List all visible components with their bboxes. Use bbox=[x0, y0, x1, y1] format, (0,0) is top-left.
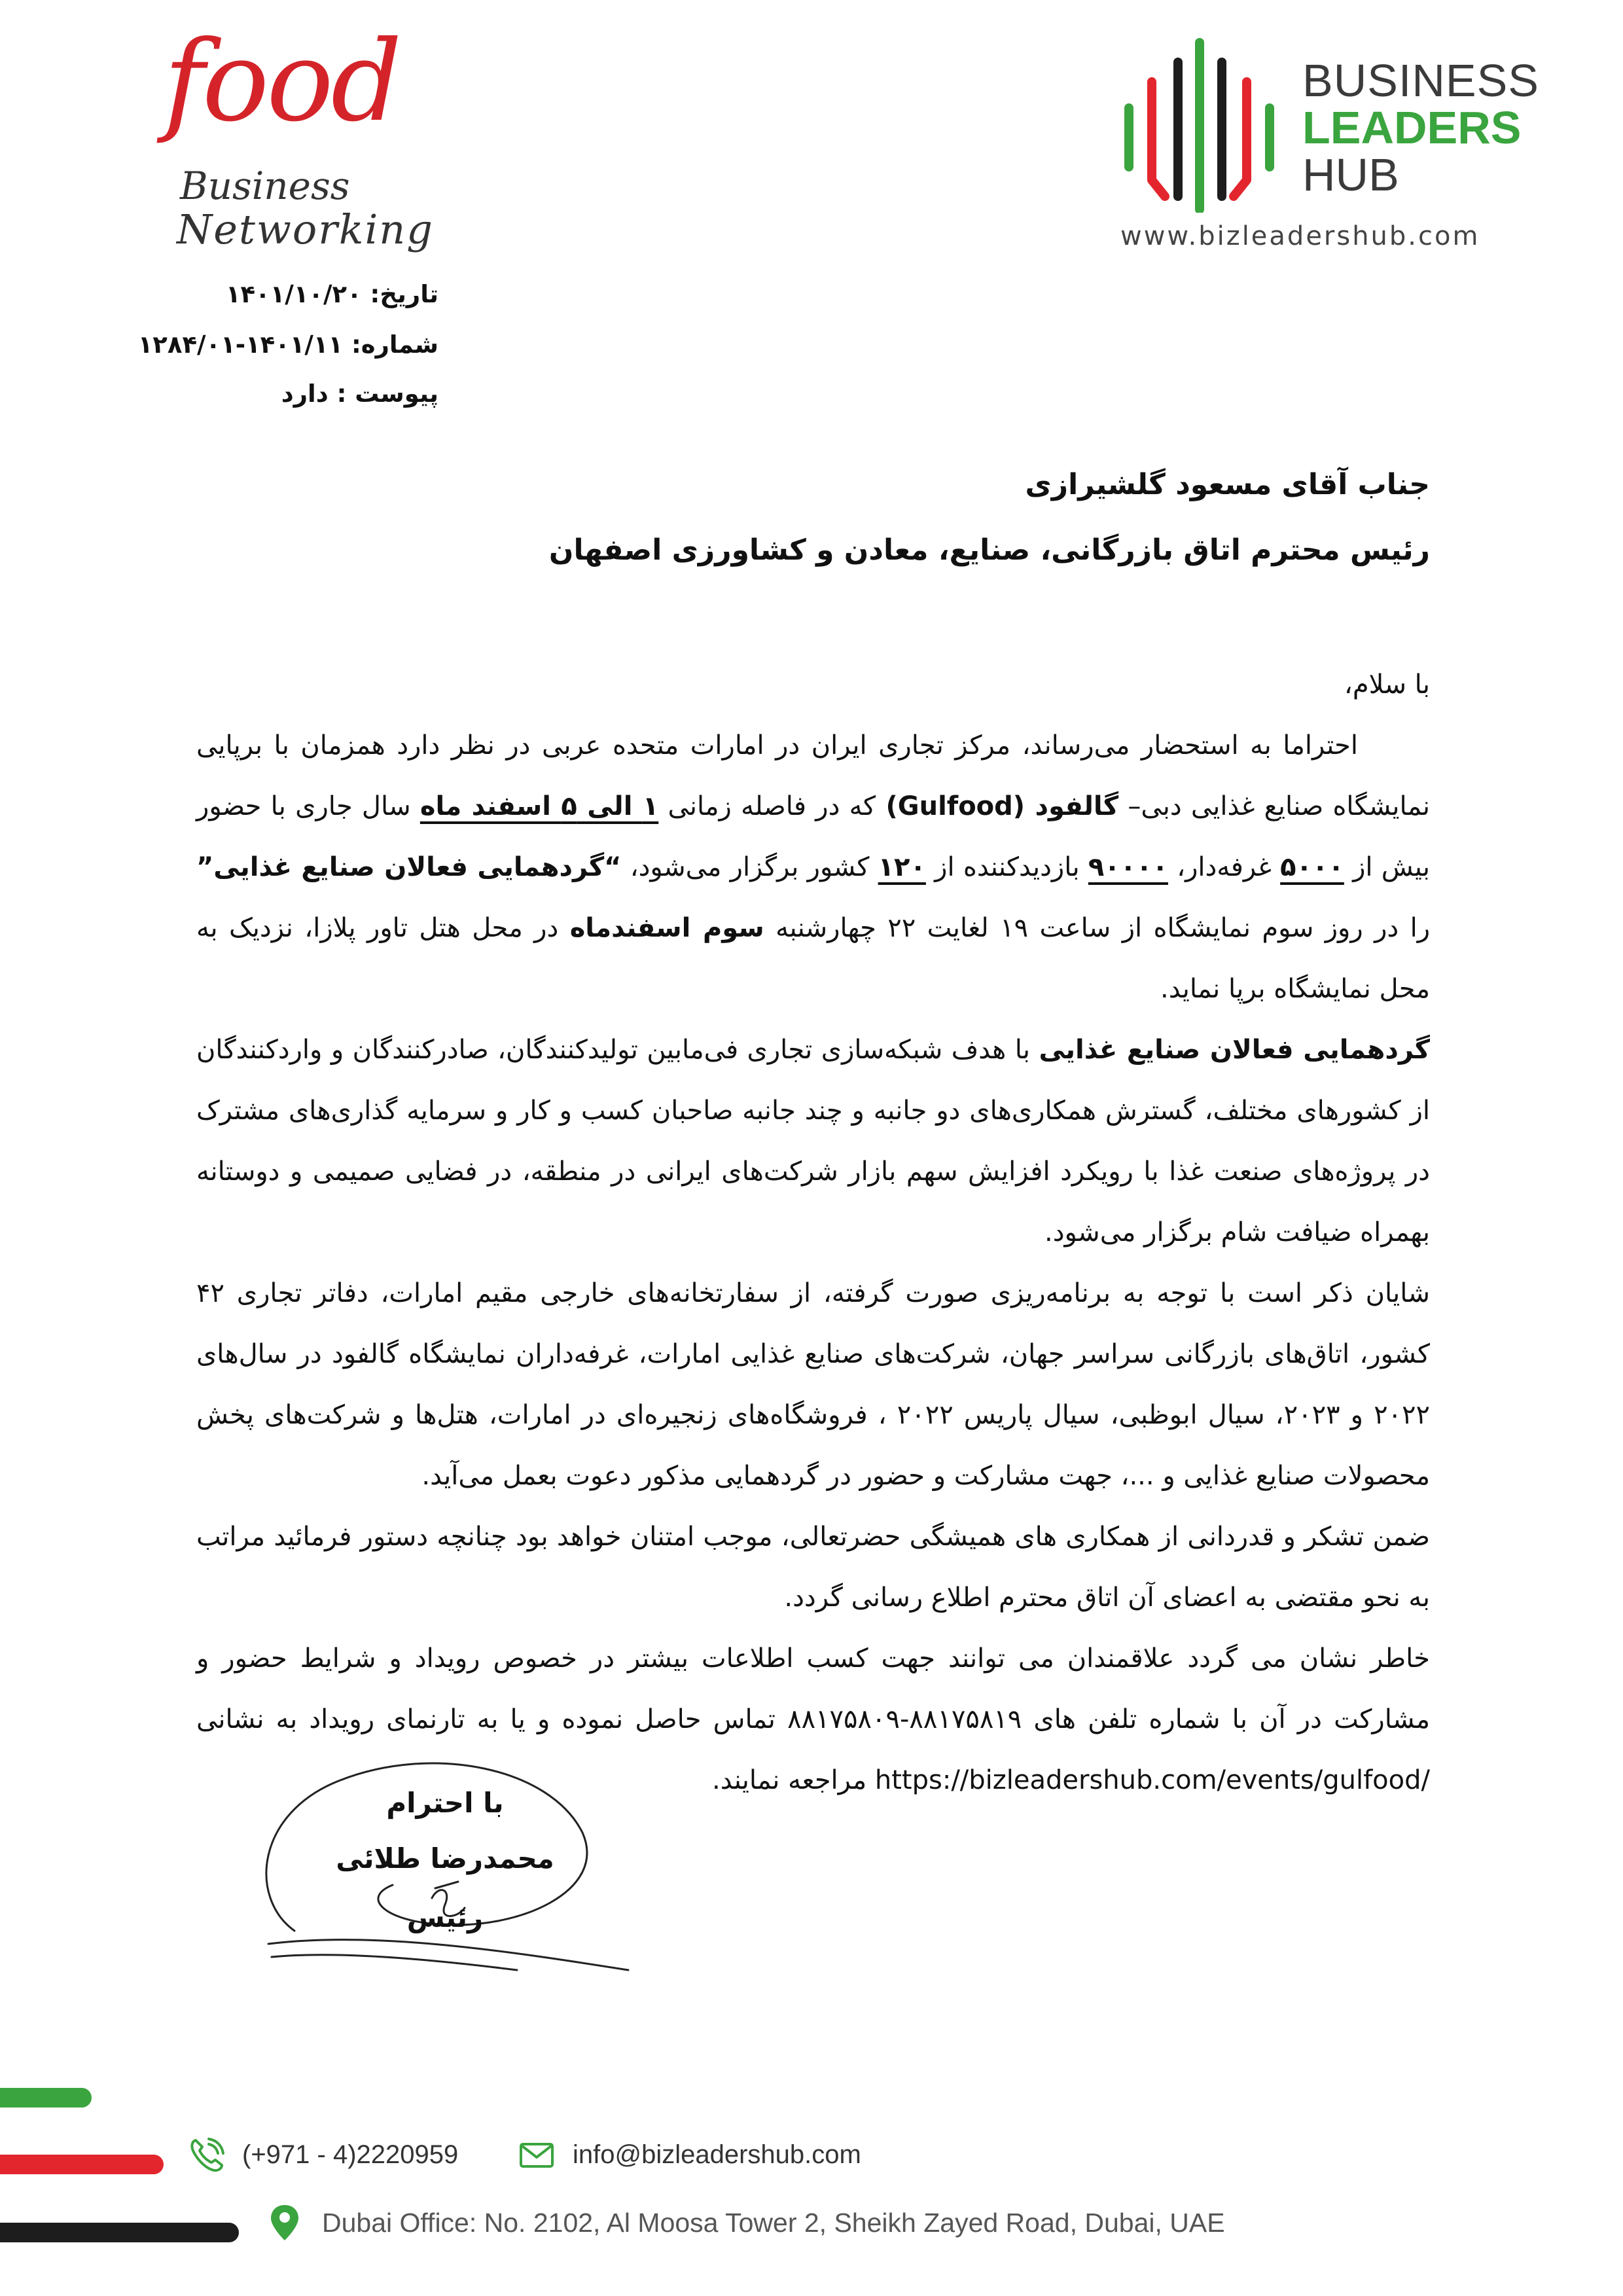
p1-text: کشور برگزار می‌شود، bbox=[621, 852, 878, 882]
letter-number: شماره: ۱۴۰۱/۱۱-۱۲۸۴/۰۱ bbox=[137, 331, 438, 359]
food-logo-word: food bbox=[164, 17, 400, 147]
footer-address: Dubai Office: No. 2102, Al Moosa Tower 2, Sheikh Zayed Road, Dubai, UAE bbox=[322, 2208, 1225, 2238]
p1-gulfood-fa: گالفود bbox=[1035, 791, 1119, 821]
footer-email[interactable]: info@bizleadershub.com bbox=[573, 2140, 861, 2169]
food-logo-line2: Networking bbox=[177, 206, 434, 253]
letter-attachment: پیوست : دارد bbox=[281, 380, 438, 408]
p5-text: خاطر نشان می گردد علاقمندان می توانند جهت کسب اطلاعات بیشتر در خصوص رویداد و شرایط حضور و مشارکت در آن با شماره تلفن های ۸۸۱۷۵۸۱۹-۸۸۱۷۵۸۰۹ تماس حاصل نموده و یا به تارنمای رویداد به نشانی bbox=[196, 1643, 1430, 1734]
signature-closing: با احترام bbox=[386, 1787, 504, 1819]
food-logo-line1: Business bbox=[180, 164, 350, 208]
footer-stripe-green bbox=[0, 2088, 92, 2108]
p1-event-name: “گردهمایی فعالان صنایع غذایی” bbox=[196, 852, 622, 882]
footer-phone[interactable]: (+971 - 4)2220959 bbox=[242, 2140, 459, 2169]
blh-logo-icon bbox=[1116, 36, 1286, 213]
paragraph-thanks: ضمن تشکر و قدردانی از همکاری های همیشگی حضرتعالی، موجب امتنان خواهد بود چنانچه دستور فرمائید مراتب به نحو مقتضی به اعضای آن اتاق محترم اطلاع رسانی گردد. bbox=[196, 1522, 1430, 1613]
blh-website: www.bizleadershub.com bbox=[1120, 221, 1480, 251]
letter-date: تاریخ: ۱۴۰۱/۱۰/۲۰ bbox=[225, 280, 438, 308]
mail-icon bbox=[517, 2135, 556, 2174]
blh-logo-line1: BUSINESS bbox=[1302, 55, 1539, 106]
paragraph-invitees: شایان ذکر است با توجه به برنامه‌ریزی صورت گرفته، از سفارتخانه‌های خارجی مقیم امارات، دفاتر تجاری ۴۲ کشور، اتاق‌های بازرگانی سراسر جهان، شرکت‌های صنایع غذایی امارات، غرفه‌داران نمایشگاه گالفود در سال‌های ۲۰۲۲ و ۲۰۲۳، سیال ابوظبی، سیال پاریس ۲۰۲۲ ، فروشگاه‌های زنجیره‌ای در امارات، هتل‌ها و شرکت‌های پخش محصولات صنایع غذایی و ...، جهت مشارکت و حضور در گردهمایی مذکور دعوت بعمل می‌آید. bbox=[196, 1278, 1430, 1491]
p1-countries: ۱۲۰ bbox=[878, 852, 926, 882]
p1-text: که در فاصله زمانی bbox=[658, 791, 876, 821]
p1-visitors: ۹۰۰۰۰ bbox=[1088, 852, 1168, 882]
location-pin-icon bbox=[265, 2202, 304, 2242]
addressee-title: رئیس محترم اتاق بازرگانی، صنایع، معادن و کشاورزی اصفهان bbox=[548, 533, 1430, 567]
p5-text: مراجعه نمایند. bbox=[712, 1765, 875, 1795]
p1-dates: ۱ الی ۵ اسفند ماه bbox=[419, 791, 659, 821]
paragraph-purpose bbox=[196, 1020, 1430, 1263]
p1-text: در محل هتل تاور پلازا، نزدیک به محل نمایشگاه برپا نماید. bbox=[196, 913, 1430, 1004]
signature-title: رئیس bbox=[406, 1901, 484, 1933]
phone-icon bbox=[187, 2135, 226, 2174]
addressee-name: جناب آقای مسعود گلشیرازی bbox=[1025, 468, 1430, 501]
p2-event-name: گردهمایی فعالان صنایع غذایی bbox=[1039, 1035, 1430, 1065]
p1-event-day: سوم اسفندماه bbox=[569, 913, 764, 943]
p1-gulfood-en: (Gulfood) bbox=[876, 791, 1035, 821]
p2-text: با هدف شبکه‌سازی تجاری فی‌مابین تولیدکنندگان، صادرکنندگان و واردکنندگان از کشورهای مختلف، گسترش همکاری‌های دو جانبه و چند جانبه صاحبان کسب و کار و سرمایه گذاری‌های مشترک در پروژه‌های صنعت غذا با رویکرد افزایش سهم بازار شرکت‌های ایرانی در منطقه، در فضایی صمیمی و دوستانه بهمراه ضیافت شام برگزار می‌شود. bbox=[196, 1035, 1430, 1247]
letter-body bbox=[196, 655, 1430, 1811]
footer-stripe-red bbox=[0, 2155, 164, 2174]
greeting: با سلام، bbox=[1344, 670, 1430, 700]
p1-exhibitors: ۵۰۰۰ bbox=[1280, 852, 1344, 882]
signature-name: محمدرضا طلائی bbox=[336, 1842, 554, 1874]
p1-text: احتراما به استحضار می‌رساند، مرکز تجاری ایران در امارات متحده عربی در نظر دارد همزمان با برپایی نمایشگاه صنایع غذایی دبی– bbox=[196, 730, 1430, 821]
p1-text: سال جاری با حضور بیش از bbox=[196, 791, 1430, 882]
p1-text: بازدیدکننده از bbox=[925, 852, 1088, 882]
p1-text: غرفه‌دار، bbox=[1168, 852, 1281, 882]
blh-logo-line3: HUB bbox=[1302, 149, 1399, 200]
footer-stripe-black bbox=[0, 2223, 239, 2242]
event-url-link[interactable]: https://bizleadershub.com/events/gulfood/ bbox=[874, 1765, 1430, 1795]
blh-logo-line2: LEADERS bbox=[1302, 102, 1522, 153]
paragraph-invitation bbox=[196, 715, 1430, 1020]
p1-text: را در روز سوم نمایشگاه از ساعت ۱۹ لغایت ۲۲ چهارشنبه bbox=[764, 913, 1431, 943]
